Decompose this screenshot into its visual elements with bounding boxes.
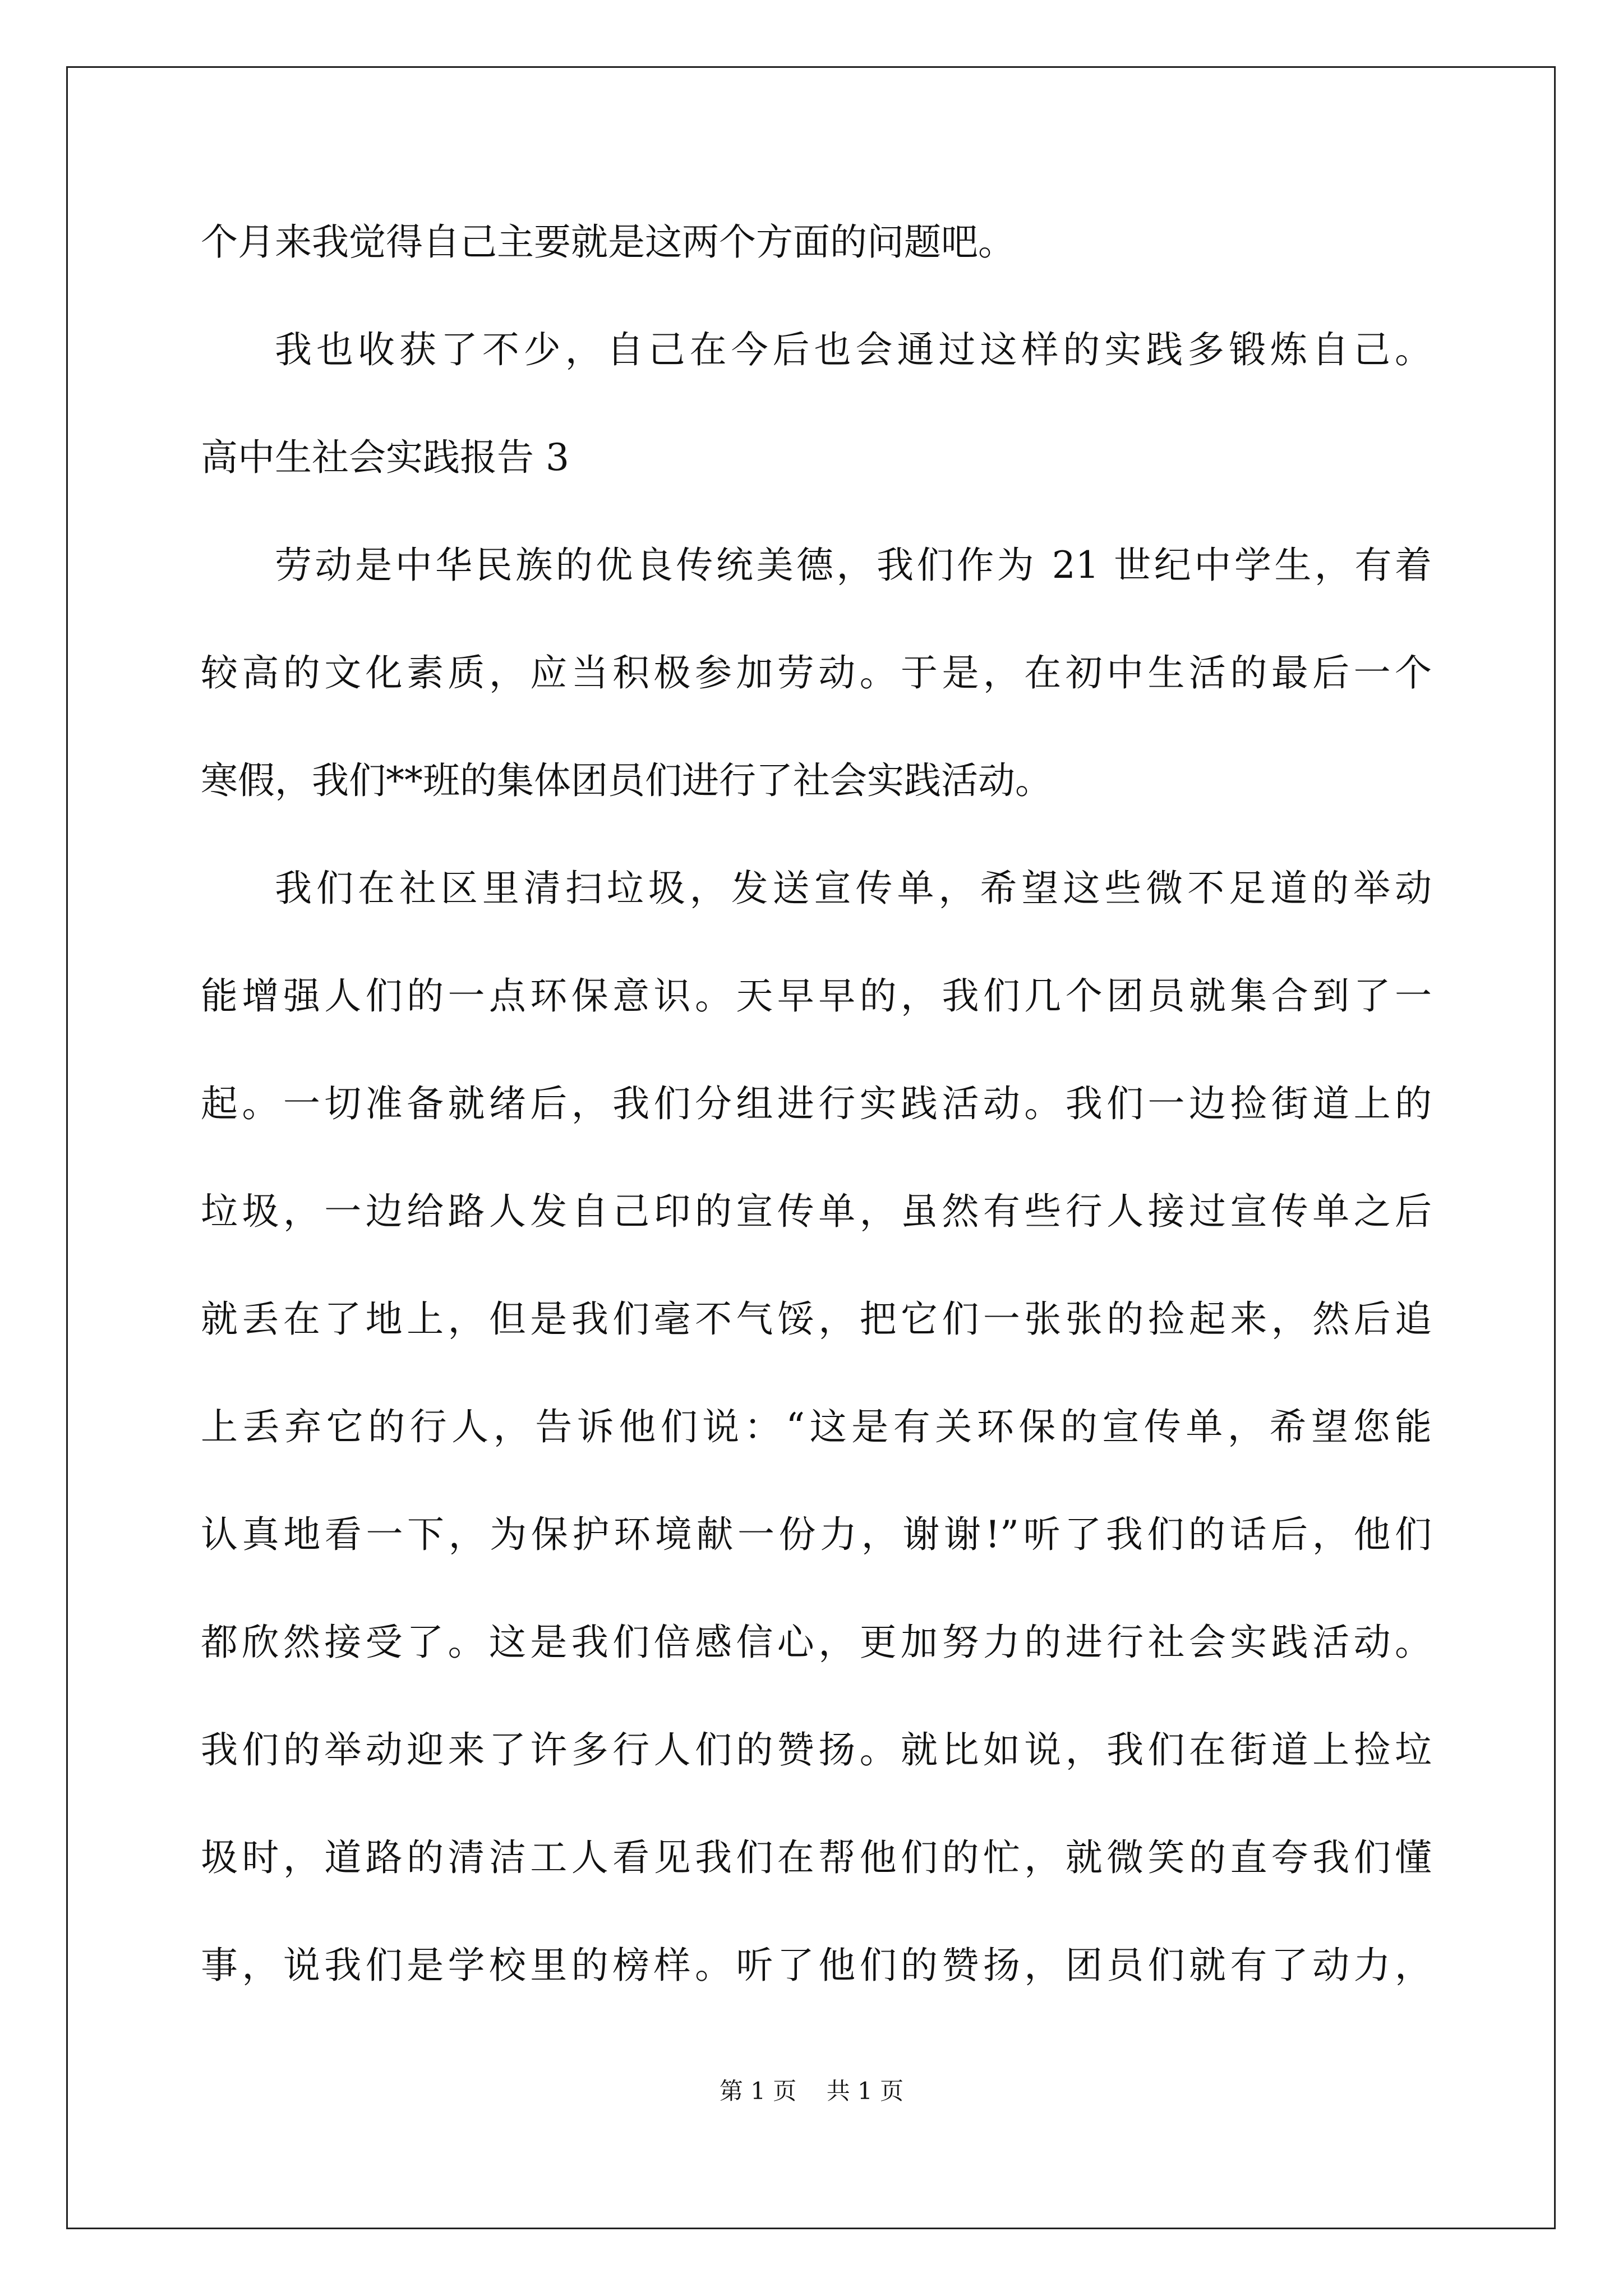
text-line: 圾时，道路的清洁工人看见我们在帮他们的忙，就微笑的直夸我们懂	[201, 1836, 1432, 1879]
text-line: 都欣然接受了。这是我们倍感信心，更加努力的进行社会实践活动。	[201, 1621, 1432, 1664]
text-line: 就丢在了地上，但是我们毫不气馁，把它们一张张的捡起来，然后追	[201, 1297, 1432, 1341]
section-heading: 高中生社会实践报告 3	[201, 436, 569, 479]
text-line: 较高的文化素质，应当积极参加劳动。于是，在初中生活的最后一个	[201, 651, 1432, 694]
text-line: 垃圾，一边给路人发自己印的宣传单，虽然有些行人接过宣传单之后	[201, 1190, 1432, 1233]
paragraph-first-line: 我也收获了不少，自己在今后也会通过这样的实践多锻炼自己。	[275, 328, 1432, 371]
text-line: 能增强人们的一点环保意识。天早早的，我们几个团员就集合到了一	[201, 974, 1432, 1018]
page-border	[66, 66, 1556, 2229]
text-line: 寒假，我们**班的集体团员们进行了社会实践活动。	[201, 759, 1052, 802]
text-line: 我们的举动迎来了许多行人们的赞扬。就比如说，我们在街道上捡垃	[201, 1728, 1432, 1772]
text-line: 认真地看一下，为保护环境献一份力，谢谢!”听了我们的话后，他们	[201, 1513, 1432, 1556]
paragraph-first-line: 劳动是中华民族的优良传统美德，我们作为 21 世纪中学生，有着	[275, 544, 1432, 587]
paragraph-first-line: 我们在社区里清扫垃圾，发送宣传单，希望这些微不足道的举动	[275, 867, 1432, 910]
text-line: 上丢弃它的行人，告诉他们说：“这是有关环保的宣传单，希望您能	[201, 1405, 1432, 1448]
text-line: 起。一切准备就绪后，我们分组进行实践活动。我们一边捡街道上的	[201, 1082, 1432, 1125]
page-number-footer: 第 1 页 共 1 页	[719, 2077, 904, 2105]
text-line: 事，说我们是学校里的榜样。听了他们的赞扬，团员们就有了动力，	[201, 1944, 1432, 1987]
text-line: 个月来我觉得自己主要就是这两个方面的问题吧。	[201, 220, 1015, 264]
